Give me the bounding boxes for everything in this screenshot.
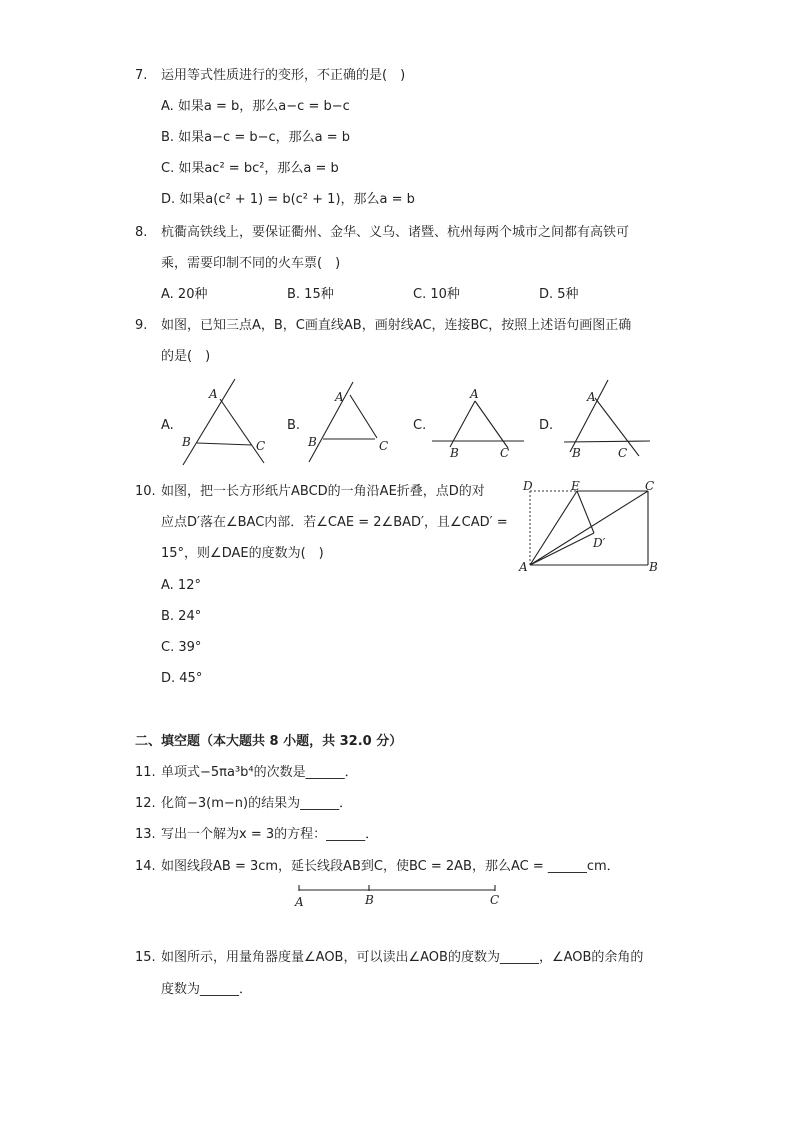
q14-segment-figure bbox=[290, 882, 510, 912]
q10-stem-line2: 应点D′落在∠BAC内部．若∠CAE = 2∠BAD′，且∠CAD′ = bbox=[161, 515, 508, 530]
section-heading: 二、填空题（本大题共 8 小题，共 32.0 分） bbox=[135, 734, 403, 749]
q10-option-b: B. 24° bbox=[161, 609, 202, 624]
q13-text: 写出一个解为x = 3的方程：______． bbox=[161, 827, 379, 842]
q8-option-b: B. 15种 bbox=[287, 287, 334, 302]
label-c: C bbox=[645, 479, 655, 493]
q11-text: 单项式−5πa³b⁴的次数是______． bbox=[161, 765, 358, 780]
label-b: B bbox=[365, 893, 374, 907]
q7-option-c: C. 如果ac² = bc²，那么a = b bbox=[161, 161, 339, 176]
q15-stem-line1: 如图所示，用量角器度量∠AOB，可以读出∠AOB的度数为______，∠AOB的余角的 bbox=[161, 950, 644, 965]
label-b: B bbox=[649, 560, 658, 574]
label-a: A bbox=[470, 387, 479, 401]
q9-option-c-letter: C. bbox=[413, 418, 427, 433]
q9-figure-b bbox=[305, 380, 397, 470]
q7-option-d: D. 如果a(c² + 1) = b(c² + 1)，那么a = b bbox=[161, 192, 415, 207]
q9-figure-c bbox=[430, 385, 530, 465]
label-c: C bbox=[500, 446, 510, 460]
q13-number: 13. bbox=[135, 827, 156, 842]
q9-option-a-letter: A. bbox=[161, 418, 174, 433]
q14-text: 如图线段AB = 3cm，延长线段AB到C，使BC = 2AB，那么AC = ______cm． bbox=[161, 859, 620, 874]
label-b: B bbox=[572, 446, 581, 460]
q8-option-d: D. 5种 bbox=[539, 287, 579, 302]
q12-number: 12. bbox=[135, 796, 156, 811]
q7-option-a: A. 如果a = b，那么a−c = b−c bbox=[161, 99, 350, 114]
label-c: C bbox=[490, 893, 500, 907]
q7-option-b: B. 如果a−c = b−c，那么a = b bbox=[161, 130, 351, 145]
label-b: B bbox=[450, 446, 459, 460]
q8-stem-line1: 杭衢高铁线上，要保证衢州、金华、义乌、诸暨、杭州每两个城市之间都有高铁可 bbox=[161, 225, 630, 240]
q12-text: 化简−3(m−n)的结果为______． bbox=[161, 796, 353, 811]
label-a: A bbox=[587, 390, 596, 404]
q10-stem-line1: 如图，把一长方形纸片ABCD的一角沿AE折叠，点D的对 bbox=[161, 484, 485, 499]
q9-stem-line2: 的是( ) bbox=[161, 349, 211, 364]
label-d: D bbox=[523, 479, 533, 493]
label-a: A bbox=[519, 560, 528, 574]
q9-figure-d bbox=[560, 378, 660, 468]
q14-number: 14. bbox=[135, 859, 156, 874]
q10-stem-line3: 15°，则∠DAE的度数为( ) bbox=[161, 546, 324, 561]
q9-figure-a bbox=[178, 375, 270, 470]
label-b: B bbox=[182, 435, 191, 449]
q7-stem: 运用等式性质进行的变形，不正确的是( ) bbox=[161, 68, 406, 83]
label-c: C bbox=[256, 439, 266, 453]
label-a: A bbox=[209, 387, 218, 401]
label-c: C bbox=[379, 439, 389, 453]
q8-option-c: C. 10种 bbox=[413, 287, 460, 302]
q11-number: 11. bbox=[135, 765, 156, 780]
label-e: E bbox=[571, 479, 580, 493]
q15-stem-line2: 度数为______． bbox=[161, 982, 253, 997]
q8-number: 8. bbox=[135, 225, 148, 240]
q9-stem-line1: 如图，已知三点A，B，C画直线AB，画射线AC，连接BC，按照上述语句画图正确 bbox=[161, 318, 632, 333]
q10-option-c: C. 39° bbox=[161, 640, 202, 655]
q9-option-d-letter: D. bbox=[539, 418, 554, 433]
q8-option-a: A. 20种 bbox=[161, 287, 208, 302]
label-c: C bbox=[618, 446, 628, 460]
q9-option-b-letter: B. bbox=[287, 418, 301, 433]
q10-option-d: D. 45° bbox=[161, 671, 203, 686]
q10-number: 10. bbox=[135, 484, 156, 499]
label-a: A bbox=[335, 390, 344, 404]
q8-stem-line2: 乘，需要印制不同的火车票( ) bbox=[161, 256, 341, 271]
q7-number: 7. bbox=[135, 68, 148, 83]
q10-option-a: A. 12° bbox=[161, 578, 201, 593]
label-a: A bbox=[295, 895, 304, 909]
q10-rectangle-figure bbox=[515, 475, 665, 575]
label-b: B bbox=[308, 435, 317, 449]
label-d-prime: D′ bbox=[593, 536, 606, 550]
q15-number: 15. bbox=[135, 950, 156, 965]
q9-number: 9. bbox=[135, 318, 148, 333]
